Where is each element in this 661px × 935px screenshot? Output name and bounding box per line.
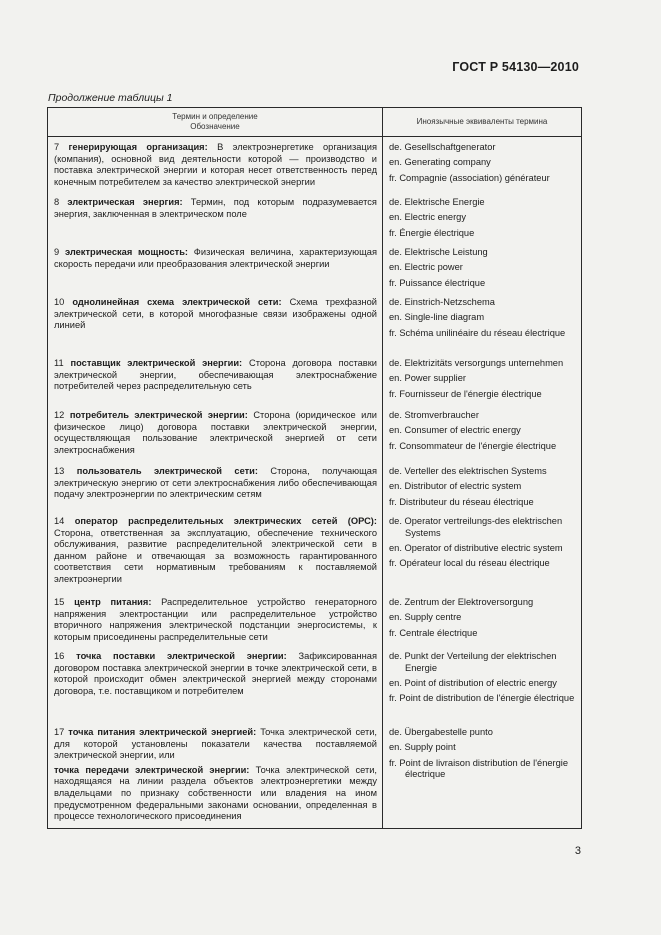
equivalent-term: fr. Puissance électrique: [389, 277, 486, 288]
foreign-equivalents: [389, 651, 577, 709]
term-name: точка поставки электрической энергии:: [76, 651, 287, 661]
term-name: поставщик электрической энергии:: [70, 358, 243, 368]
equivalent-term: de. Übergabestelle punto: [389, 727, 493, 737]
equivalent-term: de. Gesellschaftgenerator: [389, 142, 496, 152]
term-number: 8: [54, 197, 68, 207]
equivalent-term: en. Generating company: [389, 157, 491, 168]
term-definition: [54, 358, 377, 393]
terms-table: [47, 107, 582, 829]
term-text: Зафиксированная договором поставка электрической энергии в точке электрической сети, в которой происходит обмен электрической энергией между сторонами договора, т.е. поставщиком и потребителем: [54, 651, 377, 696]
term-number: 14: [54, 516, 75, 526]
foreign-equivalents: [389, 410, 577, 456]
term-number: 13: [54, 466, 77, 476]
term-text: В электроэнергетике организация (компания), основной вид деятельности которой — производство и поставка электрической энергии и которая несет ответственность перед конечным потребителем за качество электрической энергии: [54, 142, 377, 187]
term-text: Точка электрической сети, находящаяся на линии раздела объектов электроэнергетики между владельцами по признаку собственности или владения на ином предусмотренном федеральными законами основании, определенная в процессе технологического присоединения: [54, 764, 377, 822]
foreign-equivalents: [389, 142, 577, 188]
term-text: Физическая величина, характеризующая скорость передачи или преобразования электрической энергии: [54, 247, 377, 269]
term-definition: [54, 410, 377, 456]
equivalent-term: en. Distributor of electric system: [389, 481, 522, 492]
foreign-equivalents: [389, 597, 577, 643]
term-name: точка передачи электрической энергии:: [54, 764, 250, 775]
term-name: электрическая энергия:: [67, 197, 183, 207]
equivalent-term: fr. Centrale électrique: [389, 627, 478, 638]
term-text: Схема трехфазной электрической сети, в которой многофазные связи изображены одной линией: [54, 297, 377, 331]
term-definition: [54, 597, 377, 643]
equivalent-term: de. Einstrich-Netzschema: [389, 297, 495, 307]
term-definition: [54, 516, 377, 586]
equivalent-term: fr. Distributeur du réseau électrique: [389, 496, 534, 507]
term-name: электрическая мощность:: [64, 247, 189, 257]
header-terms: [48, 112, 382, 132]
term-text: Распределительное устройство генераторного напряжения электростанции или распределительное устройство вторичного напряжения электрической подстанции энергосистемы, к которым присоединены распределительные сети: [54, 597, 377, 642]
equivalent-term: fr. Fournisseur de l'énergie électrique: [389, 388, 542, 399]
equivalent-term: fr. Compagnie (association) générateur: [389, 172, 550, 183]
term-definition: [54, 727, 377, 823]
equivalent-term: fr. Opérateur local du réseau électrique: [389, 558, 550, 569]
term-text: Термин, под которым подразумевается энергия, заключенная в электрическом поле: [54, 197, 377, 219]
foreign-equivalents: [389, 197, 577, 243]
term-definition: [54, 466, 377, 501]
foreign-equivalents: [389, 516, 577, 574]
equivalent-term: en. Point of distribution of electric energy: [389, 677, 557, 688]
equivalent-term: en. Power supplier: [389, 373, 466, 384]
equivalent-term: de. Stromverbraucher: [389, 410, 479, 420]
table-continuation-label: Продолжение таблицы 1: [48, 92, 173, 104]
term-number: 9: [54, 247, 65, 257]
term-name: пользователь электрической сети:: [76, 466, 258, 476]
equivalent-term: de. Elektrizitäts versorgungs unternehmen: [389, 358, 564, 368]
equivalent-term: de. Operator vertreilungs-des elektrischen Systems: [389, 516, 563, 538]
foreign-equivalents: [389, 727, 577, 785]
header-equivalents: Иноязычные эквиваленты термина: [416, 117, 548, 126]
term-definition: [54, 651, 377, 697]
equivalent-term: de. Elektrische Leistung: [389, 247, 488, 257]
term-definition: [54, 197, 377, 220]
term-number: 12: [54, 410, 70, 420]
equivalent-term: fr. Consommateur de l'énergie électrique: [389, 440, 557, 451]
term-number: 10: [54, 297, 73, 307]
standard-designation: ГОСТ Р 54130—2010: [452, 60, 579, 74]
equivalent-term: fr. Énergie électrique: [389, 227, 475, 238]
term-name: оператор распределительных электрических сетей (ОРС):: [74, 516, 377, 526]
term-number: 16: [54, 651, 77, 661]
term-text: Сторона, получающая электрическую энергию от сети электроснабжения либо обеспечивающая подачу электроэнергии по электрическим сетям: [54, 466, 377, 500]
table-header: [48, 108, 581, 137]
equivalent-term: en. Consumer of electric energy: [389, 425, 521, 436]
foreign-equivalents: [389, 358, 577, 404]
equivalent-term: en. Supply centre: [389, 612, 462, 623]
term-number: 11: [54, 358, 71, 368]
equivalent-term: de. Punkt der Verteilung der elektrischen Energie: [389, 651, 557, 673]
term-name: генерирующая организация:: [68, 142, 208, 152]
page-number: 3: [574, 845, 581, 857]
equivalent-term: de. Verteller des elektrischen Systems: [389, 466, 547, 476]
term-definition: [54, 297, 377, 332]
equivalent-term: fr. Schéma unilinéaire du réseau électrique: [389, 327, 566, 338]
term-text: Сторона договора поставки электрической энергии, обеспечивающая электроснабжение потребителей через распределительную сеть: [54, 358, 377, 392]
term-name: потребитель электрической энергии:: [69, 410, 248, 420]
term-number: 17: [54, 727, 69, 737]
equivalent-term: en. Operator of distributive electric system: [389, 542, 563, 553]
term-text: Точка электрической сети, для которой установлены показатели качества поставляемой электрической энергии, или: [54, 727, 377, 761]
term-name: однолинейная схема электрической сети:: [72, 297, 282, 307]
header-terms-line2: Обозначение: [190, 122, 240, 131]
foreign-equivalents: [389, 466, 577, 512]
term-name: точка питания электрической энергией:: [68, 727, 257, 737]
equivalent-term: fr. Point de distribution de l'énergie électrique: [389, 693, 575, 704]
header-terms-line1: Термин и определение: [172, 112, 258, 121]
term-number: 7: [54, 142, 69, 152]
equivalent-term: en. Single-line diagram: [389, 312, 485, 323]
term-definition: [54, 247, 377, 270]
equivalent-term: de. Zentrum der Elektroversorgung: [389, 597, 534, 607]
equivalent-term: de. Elektrische Energie: [389, 197, 485, 207]
term-definition: [54, 142, 377, 188]
column-divider: [382, 108, 383, 828]
term-text: Сторона, ответственная за эксплуатацию, обеспечение технического обслуживания, развитие распределительной электрической сети в данном районе и отвечающая за возможность гарантированного соответствия сети нормативным требованиям к поставляемой электроэнергии: [54, 527, 377, 584]
equivalent-term: en. Electric energy: [389, 212, 466, 223]
term-text: Сторона (юридическое или физическое лицо) договора поставки электрической энергии, осуществляющая пользование электрической энергией от сети электроснабжения: [54, 410, 377, 455]
equivalent-term: fr. Point de livraison distribution de l'énergie électrique: [389, 757, 569, 780]
foreign-equivalents: [389, 247, 577, 293]
foreign-equivalents: [389, 297, 577, 343]
equivalent-term: en. Supply point: [389, 742, 456, 753]
equivalent-term: en. Electric power: [389, 262, 463, 273]
term-number: 15: [54, 597, 75, 607]
term-name: центр питания:: [74, 597, 152, 607]
